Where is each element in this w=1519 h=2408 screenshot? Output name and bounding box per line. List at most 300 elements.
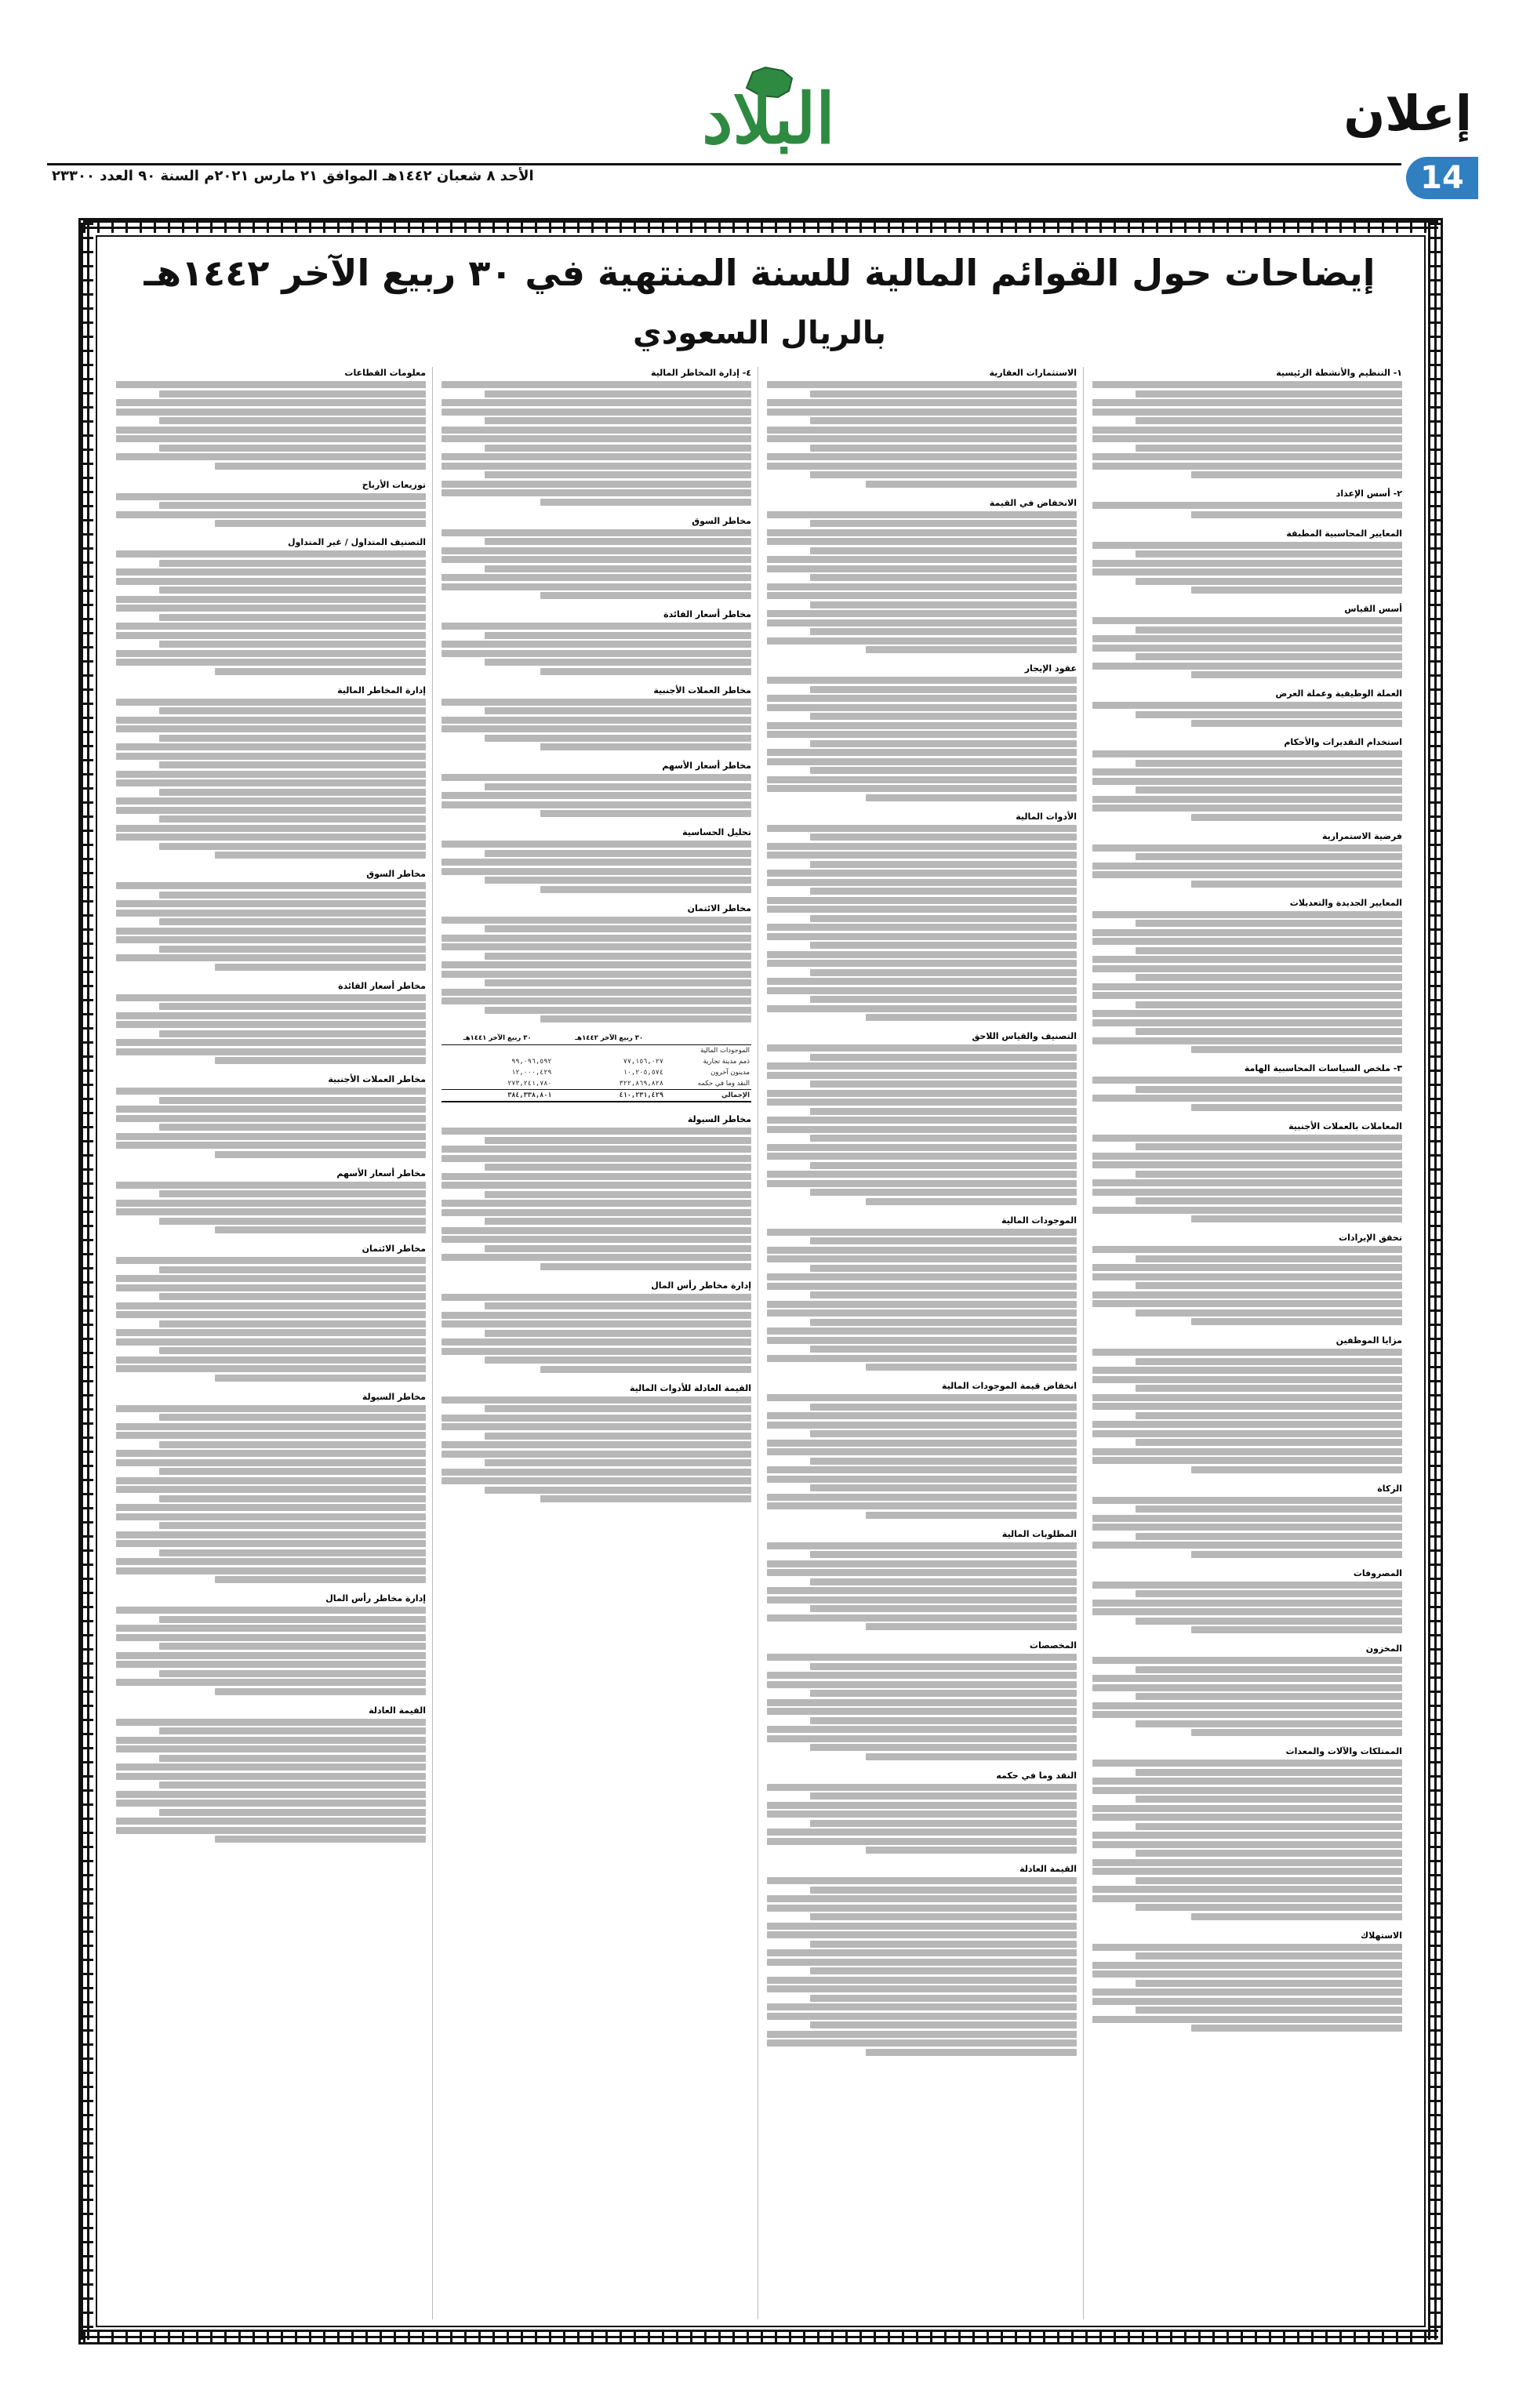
note-heading: مخاطر أسعار الفائدة	[663, 609, 751, 619]
note-section	[767, 1030, 1077, 1205]
note-heading: المطلوبات المالية	[1001, 1528, 1077, 1539]
document-title: إيضاحات حول القوائم المالية للسنة المنتهية في ٣٠ ربيع الآخر ١٤٤٢هـ	[144, 252, 1375, 294]
body-text-line	[1136, 653, 1402, 660]
body-text-line	[1136, 445, 1402, 452]
body-text-line	[159, 1190, 426, 1197]
body-text-line	[116, 605, 426, 612]
body-text-line	[116, 994, 426, 1001]
body-text-line	[485, 1218, 751, 1225]
body-text-line	[1136, 920, 1402, 927]
body-text-line	[1191, 814, 1402, 821]
body-text-line	[442, 997, 751, 1004]
note-heading: الاستثمارات العقارية	[989, 368, 1077, 378]
body-text-line	[116, 1737, 426, 1744]
body-text-line	[1092, 1805, 1402, 1812]
body-text-line	[1191, 587, 1402, 594]
notes-column-1	[1092, 367, 1402, 2319]
note-heading: الموجودات المالية	[1001, 1215, 1077, 1226]
body-text-line	[767, 1180, 1077, 1187]
dateline-rule	[47, 163, 1401, 165]
body-text-line	[485, 1330, 751, 1337]
body-text-line	[767, 1811, 1077, 1818]
body-text-line	[810, 1717, 1077, 1724]
body-text-line	[1136, 711, 1402, 718]
body-text-line	[810, 1081, 1077, 1088]
note-section	[767, 1528, 1077, 1631]
body-text-line	[442, 381, 751, 388]
body-text-line	[1092, 804, 1402, 812]
note-heading: مخاطر السيولة	[687, 1114, 751, 1124]
masthead	[0, 0, 1519, 200]
body-text-line	[767, 1672, 1077, 1679]
body-text-line	[116, 596, 426, 603]
note-section	[1092, 736, 1402, 821]
body-text-line	[810, 834, 1077, 841]
body-text-line	[1092, 1859, 1402, 1866]
body-text-line	[116, 623, 426, 630]
body-text-line	[1092, 1970, 1402, 1978]
body-text-line	[767, 1309, 1077, 1317]
body-text-line	[767, 1117, 1077, 1124]
body-text-line	[442, 574, 751, 581]
body-text-line	[540, 668, 751, 675]
body-text-line	[485, 1164, 751, 1171]
body-text-line	[442, 971, 751, 978]
body-text-line	[159, 735, 426, 742]
body-text-line	[767, 933, 1077, 940]
body-text-line	[159, 390, 426, 398]
body-text-line	[485, 565, 751, 572]
body-text-line	[159, 815, 426, 823]
body-text-line	[116, 1021, 426, 1028]
body-text-line	[810, 1430, 1077, 1437]
body-text-line	[1136, 390, 1402, 398]
body-text-line	[866, 1753, 1077, 1760]
body-text-line	[485, 735, 751, 742]
body-text-line	[1092, 1760, 1402, 1767]
body-text-line	[116, 1567, 426, 1574]
body-text-line	[1092, 427, 1402, 434]
body-text-line	[442, 1441, 751, 1448]
body-text-line	[767, 1569, 1077, 1576]
body-text-line	[1191, 1318, 1402, 1325]
body-text-line	[442, 1146, 751, 1153]
body-text-line	[767, 1327, 1077, 1335]
body-text-line	[159, 1320, 426, 1327]
body-text-line	[485, 1487, 751, 1494]
body-text-line	[810, 471, 1077, 478]
body-text-line	[1092, 435, 1402, 442]
note-section	[1092, 603, 1402, 678]
note-heading: إدارة مخاطر رأس المال	[325, 1593, 426, 1604]
body-text-line	[1092, 1291, 1402, 1298]
body-text-line	[116, 659, 426, 666]
body-text-line	[1092, 1135, 1402, 1142]
note-heading: مخاطر السوق	[366, 869, 426, 879]
body-text-line	[116, 779, 426, 786]
body-text-line	[116, 771, 426, 778]
body-text-line	[442, 801, 751, 808]
body-text-line	[767, 722, 1077, 729]
body-text-line	[116, 1106, 426, 1113]
body-text-line	[116, 1365, 426, 1372]
body-text-line	[1092, 1608, 1402, 1615]
body-text-line	[442, 453, 751, 460]
body-text-line	[1092, 1868, 1402, 1875]
body-text-line	[159, 1643, 426, 1650]
greek-key-border-bottom	[83, 2330, 1438, 2342]
body-text-line	[1136, 1028, 1402, 1035]
body-text-line	[1136, 1693, 1402, 1700]
note-section	[1092, 1062, 1402, 1111]
body-text-line	[1092, 1421, 1402, 1428]
note-heading: مخاطر الائتمان	[362, 1244, 426, 1254]
body-text-line	[116, 1634, 426, 1641]
body-text-line	[116, 825, 426, 832]
body-text-line	[159, 1441, 426, 1448]
body-text-line	[485, 850, 751, 857]
body-text-line	[159, 1414, 426, 1421]
body-text-line	[1191, 2025, 1402, 2032]
note-heading: انخفاض قيمة الموجودات المالية	[941, 1381, 1077, 1391]
note-heading: الاستهلاك	[1361, 1930, 1402, 1941]
body-text-line	[1092, 1037, 1402, 1044]
body-text-line	[540, 886, 751, 893]
table-cell: ١٢,٠٠٠,٤٢٩	[511, 1069, 552, 1077]
body-text-line	[1092, 1264, 1402, 1271]
body-text-line	[1136, 1904, 1402, 1911]
body-text-line	[767, 1681, 1077, 1688]
body-text-line	[485, 1357, 751, 1364]
body-text-line	[485, 417, 751, 424]
note-section	[1092, 1745, 1402, 1920]
note-section	[1092, 1930, 1402, 2032]
note-section	[1092, 688, 1402, 727]
body-text-line	[767, 1394, 1077, 1401]
body-text-line	[767, 960, 1077, 967]
note-section	[442, 903, 751, 1023]
body-text-line	[767, 1977, 1077, 1984]
table-cell: النقد وما في حكمه	[697, 1080, 750, 1088]
body-text-line	[1092, 1702, 1402, 1709]
body-text-line	[767, 1466, 1077, 1473]
body-text-line	[810, 1663, 1077, 1670]
body-text-line	[1136, 760, 1402, 767]
body-text-line	[215, 1688, 426, 1695]
body-text-line	[810, 2021, 1077, 2028]
table-row	[442, 1090, 751, 1102]
body-text-line	[116, 1115, 426, 1122]
body-text-line	[767, 1126, 1077, 1133]
note-section	[1092, 1120, 1402, 1223]
body-text-line	[1092, 568, 1402, 576]
note-section	[1092, 830, 1402, 888]
body-text-line	[1136, 417, 1402, 424]
body-text-line	[1092, 1675, 1402, 1682]
body-text-line	[767, 1877, 1077, 1884]
body-text-line	[159, 761, 426, 768]
body-text-line	[116, 1800, 426, 1807]
table-cell: ذمم مدينة تجارية	[703, 1058, 750, 1066]
body-text-line	[116, 1763, 426, 1771]
body-text-line	[116, 1773, 426, 1780]
note-heading: توزيعات الأرباح	[362, 479, 426, 490]
note-section	[442, 367, 751, 506]
body-text-line	[1092, 1886, 1402, 1893]
body-text-line	[810, 1995, 1077, 2002]
body-text-line	[1092, 560, 1402, 567]
body-text-line	[485, 1433, 751, 1440]
body-text-line	[767, 1560, 1077, 1567]
body-text-line	[442, 841, 751, 848]
body-text-line	[116, 1208, 426, 1215]
body-text-line	[810, 1108, 1077, 1115]
body-text-line	[1136, 1171, 1402, 1178]
body-text-line	[767, 1448, 1077, 1455]
body-text-line	[1092, 863, 1402, 870]
body-text-line	[116, 1513, 426, 1520]
body-text-line	[810, 574, 1077, 581]
body-text-line	[1092, 1832, 1402, 1839]
body-text-line	[767, 427, 1077, 434]
body-text-line	[1092, 1814, 1402, 1821]
table-header-cell: ٣٠ ربيع الآخر ١٤٤١هـ	[442, 1032, 553, 1045]
document-subtitle: بالريال السعودي	[633, 315, 886, 351]
body-text-line	[767, 758, 1077, 765]
body-text-line	[1191, 1046, 1402, 1053]
body-text-line	[767, 1440, 1077, 1447]
financial-assets-table	[442, 1032, 751, 1102]
body-text-line	[810, 520, 1077, 527]
body-text-line	[767, 2003, 1077, 2010]
note-heading: المعاملات بالعملات الأجنبية	[1288, 1120, 1402, 1131]
body-text-line	[442, 1209, 751, 1216]
note-heading: المعايير الجديدة والتعديلات	[1289, 897, 1402, 908]
body-text-line	[215, 520, 426, 527]
body-text-line	[767, 1959, 1077, 1966]
body-text-line	[116, 743, 426, 750]
body-text-line	[540, 1495, 751, 1502]
note-heading: مخاطر أسعار الأسهم	[336, 1168, 426, 1179]
body-text-line	[485, 979, 751, 986]
body-text-line	[1092, 938, 1402, 945]
body-text-line	[116, 1329, 426, 1336]
body-text-line	[116, 650, 426, 657]
body-text-line	[159, 1097, 426, 1104]
body-text-line	[1092, 1019, 1402, 1026]
body-text-line	[1092, 983, 1402, 990]
body-text-line	[1092, 1841, 1402, 1848]
body-text-line	[767, 825, 1077, 832]
body-text-line	[159, 1781, 426, 1789]
body-text-line	[810, 1967, 1077, 1974]
body-text-line	[116, 954, 426, 961]
body-text-line	[159, 502, 426, 509]
body-text-line	[810, 1135, 1077, 1142]
body-text-line	[116, 936, 426, 943]
note-section	[442, 1382, 751, 1503]
body-text-line	[767, 704, 1077, 711]
body-text-line	[116, 1257, 426, 1264]
body-text-line	[442, 1469, 751, 1476]
body-text-line	[159, 1124, 426, 1131]
body-text-line	[215, 1375, 426, 1382]
note-heading: مخاطر السوق	[692, 515, 751, 526]
body-text-line	[866, 481, 1077, 488]
note-section	[442, 826, 751, 893]
body-text-line	[1092, 1497, 1402, 1504]
body-text-line	[442, 489, 751, 496]
body-text-line	[1092, 1207, 1402, 1214]
body-text-line	[442, 463, 751, 470]
body-text-line	[1191, 1551, 1402, 1558]
body-text-line	[442, 547, 751, 554]
body-text-line	[767, 1726, 1077, 1733]
note-section	[116, 536, 426, 675]
body-text-line	[442, 1477, 751, 1484]
body-text-line	[116, 453, 426, 460]
body-text-line	[159, 1809, 426, 1816]
body-text-line	[810, 1189, 1077, 1196]
body-text-line	[1092, 1394, 1402, 1401]
body-text-line	[1092, 750, 1402, 757]
body-text-line	[116, 882, 426, 889]
notes-column-4	[116, 367, 426, 2319]
body-text-line	[442, 1396, 751, 1404]
body-text-line	[767, 1949, 1077, 1956]
body-text-line	[767, 1005, 1077, 1012]
body-text-line	[1092, 1600, 1402, 1607]
body-text-line	[116, 807, 426, 814]
body-text-line	[116, 900, 426, 907]
body-text-line	[767, 381, 1077, 388]
body-text-line	[116, 1133, 426, 1140]
note-heading: النقد وما في حكمه	[996, 1770, 1077, 1781]
note-heading: معلومات القطاعات	[344, 368, 426, 378]
note-section	[767, 1863, 1077, 2056]
body-text-line	[1092, 702, 1402, 709]
note-section	[116, 1243, 426, 1382]
body-text-line	[1092, 1179, 1402, 1186]
body-text-line	[442, 961, 751, 968]
note-heading: مخاطر أسعار الفائدة	[338, 980, 426, 991]
body-text-line	[810, 1346, 1077, 1353]
body-text-line	[866, 1623, 1077, 1630]
body-text-line	[116, 928, 426, 935]
body-text-line	[1136, 578, 1402, 585]
body-text-line	[116, 1661, 426, 1668]
body-text-line	[866, 1512, 1077, 1519]
body-text-line	[767, 529, 1077, 536]
body-text-line	[810, 628, 1077, 635]
body-text-line	[1092, 992, 1402, 999]
body-text-line	[1136, 1980, 1402, 1987]
note-section	[1092, 1643, 1402, 1736]
note-section	[116, 1073, 426, 1158]
body-text-line	[442, 868, 751, 875]
body-text-line	[1136, 1823, 1402, 1830]
body-text-line	[116, 409, 426, 416]
body-text-line	[1191, 471, 1402, 478]
body-text-line	[442, 725, 751, 732]
note-heading: فرضية الاستمرارية	[1321, 830, 1402, 841]
body-text-line	[116, 493, 426, 500]
body-text-line	[116, 1531, 426, 1538]
body-text-line	[116, 717, 426, 724]
body-text-line	[767, 785, 1077, 792]
body-text-line	[1136, 974, 1402, 981]
note-heading: الزكاة	[1377, 1483, 1402, 1494]
body-text-line	[1136, 550, 1402, 558]
body-text-line	[767, 1614, 1077, 1622]
note-heading: ٤- إدارة المخاطر المالية	[650, 368, 751, 378]
body-text-line	[159, 1266, 426, 1273]
body-text-line	[767, 1895, 1077, 1902]
note-section	[767, 497, 1077, 654]
body-text-line	[767, 677, 1077, 684]
body-text-line	[442, 529, 751, 536]
body-text-line	[767, 1283, 1077, 1290]
note-section	[1092, 1232, 1402, 1325]
body-text-line	[116, 632, 426, 639]
greek-key-border-right	[1428, 223, 1441, 2340]
note-heading: المصروفات	[1353, 1567, 1402, 1578]
body-text-line	[1136, 1769, 1402, 1776]
body-text-line	[767, 409, 1077, 416]
body-text-line	[1136, 786, 1402, 794]
note-heading: الأدوات المالية	[1016, 811, 1077, 822]
body-text-line	[442, 1415, 751, 1422]
body-text-line	[159, 707, 426, 714]
body-text-line	[810, 1792, 1077, 1800]
note-section	[767, 1380, 1077, 1519]
body-text-line	[767, 435, 1077, 442]
body-text-line	[767, 1301, 1077, 1308]
body-text-line	[767, 1355, 1077, 1362]
body-text-line	[116, 1679, 426, 1686]
note-heading: ١- التنظيم والأنشطة الرئيسية	[1276, 368, 1402, 378]
body-text-line	[810, 969, 1077, 976]
table-cell: ٢٧٣,٢٤١,٧٨٠	[507, 1080, 552, 1088]
body-text-line	[767, 1923, 1077, 1930]
body-text-line	[442, 1338, 751, 1346]
body-text-line	[1092, 1657, 1402, 1664]
body-text-line	[810, 1941, 1077, 1948]
body-text-line	[767, 906, 1077, 913]
body-text-line	[1136, 627, 1402, 634]
body-text-line	[767, 1985, 1077, 1992]
body-text-line	[1191, 671, 1402, 678]
table-cell	[553, 1045, 664, 1057]
body-text-line	[1092, 502, 1402, 509]
note-section	[442, 685, 751, 751]
body-text-line	[1092, 663, 1402, 670]
body-text-line	[116, 1357, 426, 1364]
body-text-line	[159, 1218, 426, 1225]
body-text-line	[1092, 1077, 1402, 1084]
body-text-line	[442, 650, 751, 657]
body-text-line	[1092, 1582, 1402, 1589]
body-text-line	[866, 1014, 1077, 1021]
body-text-line	[159, 445, 426, 452]
body-text-line	[159, 1003, 426, 1010]
body-text-line	[767, 1062, 1077, 1070]
table-row	[442, 1067, 751, 1078]
body-text-line	[116, 511, 426, 518]
body-text-line	[810, 1054, 1077, 1061]
body-text-line	[540, 1263, 751, 1270]
table-cell	[442, 1045, 553, 1057]
